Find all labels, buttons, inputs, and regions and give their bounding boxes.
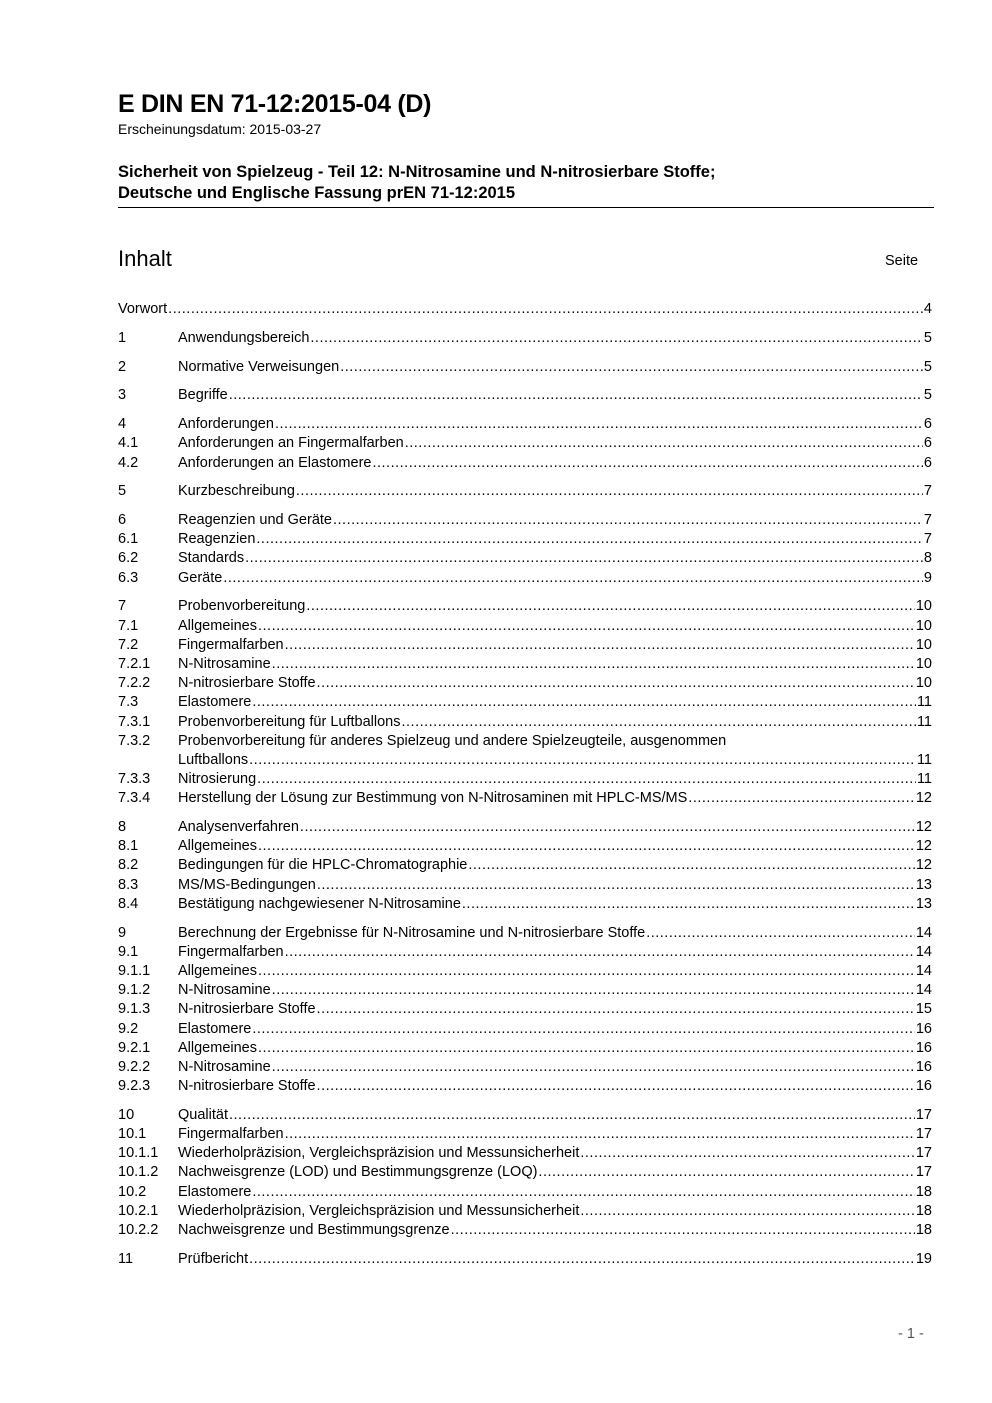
toc-dot-leader <box>257 770 916 789</box>
toc-entry-row <box>178 837 932 856</box>
toc-entry-number: 9.2.2 <box>118 1058 151 1075</box>
toc-dot-leader <box>258 1039 915 1058</box>
toc-entry-number: 9.1 <box>118 943 139 960</box>
toc-entry-title: Anforderungen an Elastomere <box>178 454 372 471</box>
toc-dot-leader <box>340 358 923 377</box>
toc-entry-title: Allgemeines <box>178 617 257 634</box>
toc-entry-row <box>178 962 932 981</box>
toc-entry[interactable] <box>118 1125 932 1144</box>
toc-entry-title: N-nitrosierbare Stoffe <box>178 1001 316 1018</box>
toc-entry-number: 6 <box>118 512 127 529</box>
toc-entry-row <box>178 876 932 895</box>
toc-entry-row <box>178 1077 932 1096</box>
toc-entry-page: 7 <box>923 483 932 500</box>
toc-entry[interactable] <box>118 1058 932 1077</box>
toc-dot-leader <box>229 386 923 405</box>
toc-dot-leader <box>275 415 923 434</box>
toc-entry-row <box>178 751 932 770</box>
toc-dot-leader <box>646 924 915 943</box>
toc-entry[interactable] <box>118 329 932 348</box>
toc-entry-number: 8.2 <box>118 857 139 874</box>
toc-entry[interactable] <box>118 1039 932 1058</box>
toc-entry-page: 17 <box>915 1164 932 1181</box>
toc-entry-title: Allgemeines <box>178 962 257 979</box>
toc-entry-number: 9.2.3 <box>118 1078 151 1095</box>
toc-entry-page: 14 <box>915 982 932 999</box>
toc-entry-page: 11 <box>916 713 932 730</box>
toc-entry-row <box>178 597 932 616</box>
document-subtitle <box>118 162 934 204</box>
toc-entry-page: 11 <box>916 694 932 711</box>
toc-entry-number: 11 <box>118 1250 134 1267</box>
toc-entry-title: Anforderungen an Fingermalfarben <box>178 435 404 452</box>
toc-entry-page: 17 <box>915 1145 932 1162</box>
toc-entry[interactable] <box>118 569 932 588</box>
toc-dot-leader <box>256 530 923 549</box>
toc-entry-row <box>178 732 932 751</box>
toc-entry-title: N-Nitrosamine <box>178 1058 271 1075</box>
toc-entry-title: Bedingungen für die HPLC-Chromatographie <box>178 857 468 874</box>
toc-entry-row <box>178 789 932 808</box>
toc-entry-page: 6 <box>923 435 932 452</box>
toc-dot-leader <box>688 789 915 808</box>
toc-entry-number: 7.1 <box>118 617 139 634</box>
toc-entry-row <box>178 434 932 453</box>
toc-dot-leader <box>372 454 922 473</box>
toc-dot-leader <box>462 895 915 914</box>
toc-entry-title: Wiederholpräzision, Vergleichspräzision und Messunsicherheit <box>178 1202 580 1219</box>
toc-entry[interactable] <box>118 751 932 770</box>
toc-dot-leader <box>580 1144 914 1163</box>
toc-dot-leader <box>285 943 915 962</box>
toc-dot-leader <box>317 1000 915 1019</box>
toc-entry-title: Qualität <box>178 1106 228 1123</box>
toc-entry-title: Allgemeines <box>178 838 257 855</box>
toc-entry-page: 10 <box>915 655 932 672</box>
toc-entry-title: Analysenverfahren <box>178 819 299 836</box>
toc-entry-row <box>178 1183 932 1202</box>
toc-entry-page: 17 <box>915 1106 932 1123</box>
toc-dot-leader <box>285 1125 915 1144</box>
toc-entry-page: 8 <box>923 550 932 567</box>
toc-entry-row <box>178 895 932 914</box>
toc-dot-leader <box>405 434 923 453</box>
toc-entry-row <box>178 569 932 588</box>
toc-dot-leader <box>306 597 914 616</box>
toc-dot-leader <box>300 818 915 837</box>
toc-entry-row <box>178 818 932 837</box>
toc-entry-number: 10 <box>118 1106 135 1123</box>
toc-entry[interactable] <box>118 655 932 674</box>
toc-entry-number: 7.3 <box>118 694 139 711</box>
toc-entry-row <box>178 617 932 636</box>
toc-entry-row <box>178 386 932 405</box>
toc-entry[interactable] <box>118 1183 932 1202</box>
toc-entry-title: Elastomere <box>178 694 252 711</box>
toc-entry-row <box>178 454 932 473</box>
toc-entry-row <box>178 1221 932 1240</box>
toc-entry-page: 14 <box>915 943 932 960</box>
toc-entry-title: Anwendungsbereich <box>178 329 310 346</box>
toc-entry-page: 7 <box>923 531 932 548</box>
toc-entry-number: 9.1.2 <box>118 982 151 999</box>
toc-dot-leader <box>317 1077 915 1096</box>
toc-entry-page: 18 <box>915 1183 932 1200</box>
toc-entry-title: Luftballons <box>178 751 249 768</box>
toc-entry[interactable] <box>118 818 932 837</box>
toc-entry-title: N-nitrosierbare Stoffe <box>178 1078 316 1095</box>
toc-entry[interactable] <box>118 300 932 319</box>
toc-entry-page: 14 <box>915 924 932 941</box>
toc-dot-leader <box>229 1106 915 1125</box>
toc-entry[interactable] <box>118 1144 932 1163</box>
toc-entry[interactable] <box>118 876 932 895</box>
toc-entry-row <box>178 1144 932 1163</box>
toc-entry-number: 4.2 <box>118 454 139 471</box>
toc-entry-number: 9.1.3 <box>118 1001 151 1018</box>
toc-entry-title: Fingermalfarben <box>178 943 284 960</box>
toc-entry-page: 16 <box>915 1039 932 1056</box>
toc-entry-number: 9.2 <box>118 1020 139 1037</box>
toc-entry-row <box>178 1106 932 1125</box>
toc-dot-leader <box>538 1163 914 1182</box>
toc-entry-page: 10 <box>915 617 932 634</box>
toc-entry[interactable] <box>118 1077 932 1096</box>
toc-entry[interactable] <box>118 732 932 751</box>
toc-entry-title: Begriffe <box>178 387 228 404</box>
toc-entry-number: 4 <box>118 416 127 433</box>
toc-entry-page: 4 <box>923 301 932 317</box>
publication-date: Erscheinungsdatum: 2015-03-27 <box>118 121 322 137</box>
toc-entry-title: Fingermalfarben <box>178 636 284 653</box>
toc-entry-page: 17 <box>915 1126 932 1143</box>
toc-entry-page: 16 <box>915 1078 932 1095</box>
toc-entry-page: 13 <box>915 876 932 893</box>
toc-entry-number: 8 <box>118 819 127 836</box>
toc-entry-title: Herstellung der Lösung zur Bestimmung von N-Nitrosaminen mit HPLC-MS/MS <box>178 790 688 807</box>
toc-dot-leader <box>451 1221 915 1240</box>
toc-entry-row <box>178 693 932 712</box>
toc-entry[interactable] <box>118 617 932 636</box>
toc-entry-page: 19 <box>915 1250 932 1267</box>
toc-entry-page: 15 <box>915 1001 932 1018</box>
toc-entry-number: 10.1.2 <box>118 1164 159 1181</box>
toc-entry[interactable] <box>118 962 932 981</box>
subtitle-line-2: Deutsche und Englische Fassung prEN 71-12:2015 <box>118 184 516 202</box>
toc-entry-title: Vorwort <box>118 301 168 317</box>
toc-entry-number: 10.2 <box>118 1183 147 1200</box>
toc-entry[interactable] <box>118 1163 932 1182</box>
subtitle-line-1: Sicherheit von Spielzeug - Teil 12: N-Nitrosamine und N-nitrosierbare Stoffe; <box>118 163 716 181</box>
toc-entry-row <box>178 358 932 377</box>
toc-entry-row <box>178 1058 932 1077</box>
toc-entry-number: 3 <box>118 387 127 404</box>
toc-entry[interactable] <box>118 924 932 943</box>
toc-entry-title: Prüfbericht <box>178 1250 249 1267</box>
toc-entry-title: Normative Verweisungen <box>178 358 340 375</box>
toc-entry-row <box>178 636 932 655</box>
toc-dot-leader <box>401 713 915 732</box>
toc-entry-row <box>178 1039 932 1058</box>
toc-dot-leader <box>272 655 915 674</box>
toc-entry[interactable] <box>118 434 932 453</box>
toc-entry-page: 13 <box>915 895 932 912</box>
toc-entry-title: Allgemeines <box>178 1039 257 1056</box>
toc-heading: Inhalt <box>118 246 172 271</box>
page-number: - 1 - <box>898 1326 924 1342</box>
toc-entry-title: Anforderungen <box>178 416 274 433</box>
toc-entry-number: 7.3.4 <box>118 790 151 807</box>
toc-entry-row <box>178 511 932 530</box>
toc-entry-row <box>178 713 932 732</box>
toc-entry-number: 9.1.1 <box>118 962 151 979</box>
toc-dot-leader <box>468 856 914 875</box>
toc-entry-number: 5 <box>118 483 127 500</box>
toc-entry-number: 1 <box>118 329 127 346</box>
toc-entry-page: 5 <box>923 358 932 375</box>
toc-entry[interactable] <box>118 856 932 875</box>
toc-entry-title: Kurzbeschreibung <box>178 483 295 500</box>
toc-entry-number: 7.3.3 <box>118 771 151 788</box>
toc-entry-number: 10.2.1 <box>118 1202 159 1219</box>
toc-entry-title: N-Nitrosamine <box>178 982 271 999</box>
toc-entry[interactable] <box>118 415 932 434</box>
toc-entry-row <box>178 1000 932 1019</box>
toc-entry-number: 8.1 <box>118 838 139 855</box>
toc-entry-page: 11 <box>916 771 932 788</box>
toc-entry-row <box>178 549 932 568</box>
toc-entry-number: 6.2 <box>118 550 139 567</box>
toc-entry[interactable] <box>118 636 932 655</box>
toc-entry-page: 12 <box>915 857 932 874</box>
toc-entry-page: 14 <box>915 962 932 979</box>
toc-dot-leader <box>252 1183 915 1202</box>
toc-entry-row <box>178 1202 932 1221</box>
toc-entry-row <box>178 770 932 789</box>
toc-entry[interactable] <box>118 454 932 473</box>
toc-entry-title: Reagenzien und Geräte <box>178 512 332 529</box>
toc-entry-page: 18 <box>915 1202 932 1219</box>
toc-entry-title: Probenvorbereitung für anderes Spielzeug und andere Spielzeugteile, ausgenommen <box>178 732 727 749</box>
toc-entry-number: 8.4 <box>118 895 139 912</box>
title-divider <box>118 207 934 208</box>
toc-entry-row <box>178 530 932 549</box>
toc-dot-leader <box>223 569 923 588</box>
toc-entry[interactable] <box>118 511 932 530</box>
toc-entry-title: Wiederholpräzision, Vergleichspräzision und Messunsicherheit <box>178 1145 580 1162</box>
toc-entry[interactable] <box>118 1221 932 1240</box>
toc-entry-page: 5 <box>923 329 932 346</box>
toc-entry-title: N-nitrosierbare Stoffe <box>178 675 316 692</box>
toc-entry-page: 6 <box>923 454 932 471</box>
toc-entry[interactable] <box>118 530 932 549</box>
toc-dot-leader <box>258 617 915 636</box>
toc-entry-title: Nachweisgrenze (LOD) und Bestimmungsgrenze (LOQ) <box>178 1164 538 1181</box>
toc-dot-leader <box>272 1058 915 1077</box>
toc-entry-page: 9 <box>923 569 932 586</box>
toc-entry[interactable] <box>118 597 932 616</box>
toc-entry-title: Bestätigung nachgewiesener N-Nitrosamine <box>178 895 461 912</box>
toc-dot-leader <box>252 1020 915 1039</box>
toc-entry-number: 6.3 <box>118 569 139 586</box>
toc-entry-title: Fingermalfarben <box>178 1126 284 1143</box>
toc-entry[interactable] <box>118 713 932 732</box>
toc-dot-leader <box>252 693 916 712</box>
toc-entry[interactable] <box>118 1106 932 1125</box>
toc-entry-page: 6 <box>923 416 932 433</box>
toc-entry-page: 16 <box>915 1020 932 1037</box>
toc-entry-row <box>178 856 932 875</box>
toc-entry-page: 11 <box>916 751 932 768</box>
toc-entry-title: MS/MS-Bedingungen <box>178 876 316 893</box>
toc-entry-title: Probenvorbereitung <box>178 598 306 615</box>
toc-entry[interactable] <box>118 1000 932 1019</box>
toc-entry-title: Geräte <box>178 569 223 586</box>
toc-entry[interactable] <box>118 693 932 712</box>
toc-dot-leader <box>285 636 915 655</box>
toc-entry[interactable] <box>118 386 932 405</box>
toc-entry-number: 7.2 <box>118 636 139 653</box>
toc-entry-title: Nitrosierung <box>178 771 257 788</box>
toc-entry-row <box>178 655 932 674</box>
toc-entry-page: 10 <box>915 636 932 653</box>
toc-entry-row <box>178 924 932 943</box>
toc-entry[interactable] <box>118 837 932 856</box>
toc-dot-leader <box>296 482 923 501</box>
toc-entry-title: N-Nitrosamine <box>178 655 271 672</box>
toc-entry-page: 12 <box>915 819 932 836</box>
toc-page-column-heading: Seite <box>885 253 919 269</box>
toc-entry-number: 9.2.1 <box>118 1039 151 1056</box>
toc-entry-page: 5 <box>923 387 932 404</box>
toc-dot-leader <box>310 329 923 348</box>
toc-entry-title: Standards <box>178 550 245 567</box>
toc-entry-row <box>178 482 932 501</box>
toc-entry-title: Berechnung der Ergebnisse für N-Nitrosamine und N-nitrosierbare Stoffe <box>178 924 646 941</box>
toc-entry-page: 10 <box>915 598 932 615</box>
toc-entry[interactable] <box>118 981 932 1000</box>
toc-entry[interactable] <box>118 1202 932 1221</box>
toc-entry[interactable] <box>118 674 932 693</box>
toc-entry-title: Elastomere <box>178 1020 252 1037</box>
toc-entry[interactable] <box>118 770 932 789</box>
toc-dot-leader <box>317 674 915 693</box>
toc-entry-number: 10.1 <box>118 1126 147 1143</box>
toc-entry-row <box>178 674 932 693</box>
table-of-contents <box>118 300 932 1269</box>
toc-entry-row <box>178 415 932 434</box>
toc-entry-page: 18 <box>915 1222 932 1238</box>
toc-dot-leader <box>168 300 923 319</box>
toc-entry[interactable] <box>118 895 932 914</box>
toc-entry-row <box>178 943 932 962</box>
toc-dot-leader <box>272 981 915 1000</box>
toc-dot-leader <box>249 751 916 770</box>
toc-entry[interactable] <box>118 1020 932 1039</box>
toc-entry-number: 7.2.1 <box>118 655 151 672</box>
toc-entry-row <box>118 300 932 319</box>
toc-entry-row <box>178 1250 932 1269</box>
document-title: E DIN EN 71-12:2015-04 (D) <box>118 90 432 118</box>
toc-entry-number: 6.1 <box>118 531 139 548</box>
toc-entry-number: 2 <box>118 358 127 375</box>
toc-entry-number: 4.1 <box>118 435 139 452</box>
toc-entry-number: 7.2.2 <box>118 675 151 692</box>
toc-entry-page: 7 <box>923 512 932 529</box>
toc-entry-number: 9 <box>118 924 127 941</box>
toc-entry-row <box>178 981 932 1000</box>
toc-entry-number: 10.2.2 <box>118 1222 159 1238</box>
toc-dot-leader <box>317 876 915 895</box>
toc-entry[interactable] <box>118 549 932 568</box>
toc-dot-leader <box>580 1202 914 1221</box>
toc-entry-number: 7 <box>118 598 127 615</box>
toc-entry[interactable] <box>118 358 932 377</box>
toc-entry[interactable] <box>118 1250 932 1269</box>
toc-entry-page: 12 <box>915 790 932 807</box>
toc-dot-leader <box>245 549 923 568</box>
toc-entry-number: 8.3 <box>118 876 139 893</box>
toc-entry-title: Probenvorbereitung für Luftballons <box>178 713 401 730</box>
toc-dot-leader <box>249 1250 915 1269</box>
toc-entry-page: 12 <box>915 838 932 855</box>
toc-entry-row <box>178 1163 932 1182</box>
toc-entry-row <box>178 1020 932 1039</box>
toc-entry-number: 7.3.1 <box>118 713 151 730</box>
toc-entry-title: Nachweisgrenze und Bestimmungsgrenze <box>178 1222 450 1238</box>
toc-entry-page: 10 <box>915 675 932 692</box>
toc-entry-number: 10.1.1 <box>118 1145 159 1162</box>
toc-entry-row <box>178 329 932 348</box>
toc-dot-leader <box>258 837 915 856</box>
toc-dot-leader <box>258 962 915 981</box>
toc-entry-number: 7.3.2 <box>118 732 151 749</box>
toc-dot-leader <box>333 511 923 530</box>
toc-entry-title: Elastomere <box>178 1183 252 1200</box>
toc-entry[interactable] <box>118 789 932 808</box>
toc-entry[interactable] <box>118 943 932 962</box>
toc-entry-row <box>178 1125 932 1144</box>
toc-entry-page: 16 <box>915 1058 932 1075</box>
toc-entry-title: Reagenzien <box>178 531 256 548</box>
toc-entry[interactable] <box>118 482 932 501</box>
